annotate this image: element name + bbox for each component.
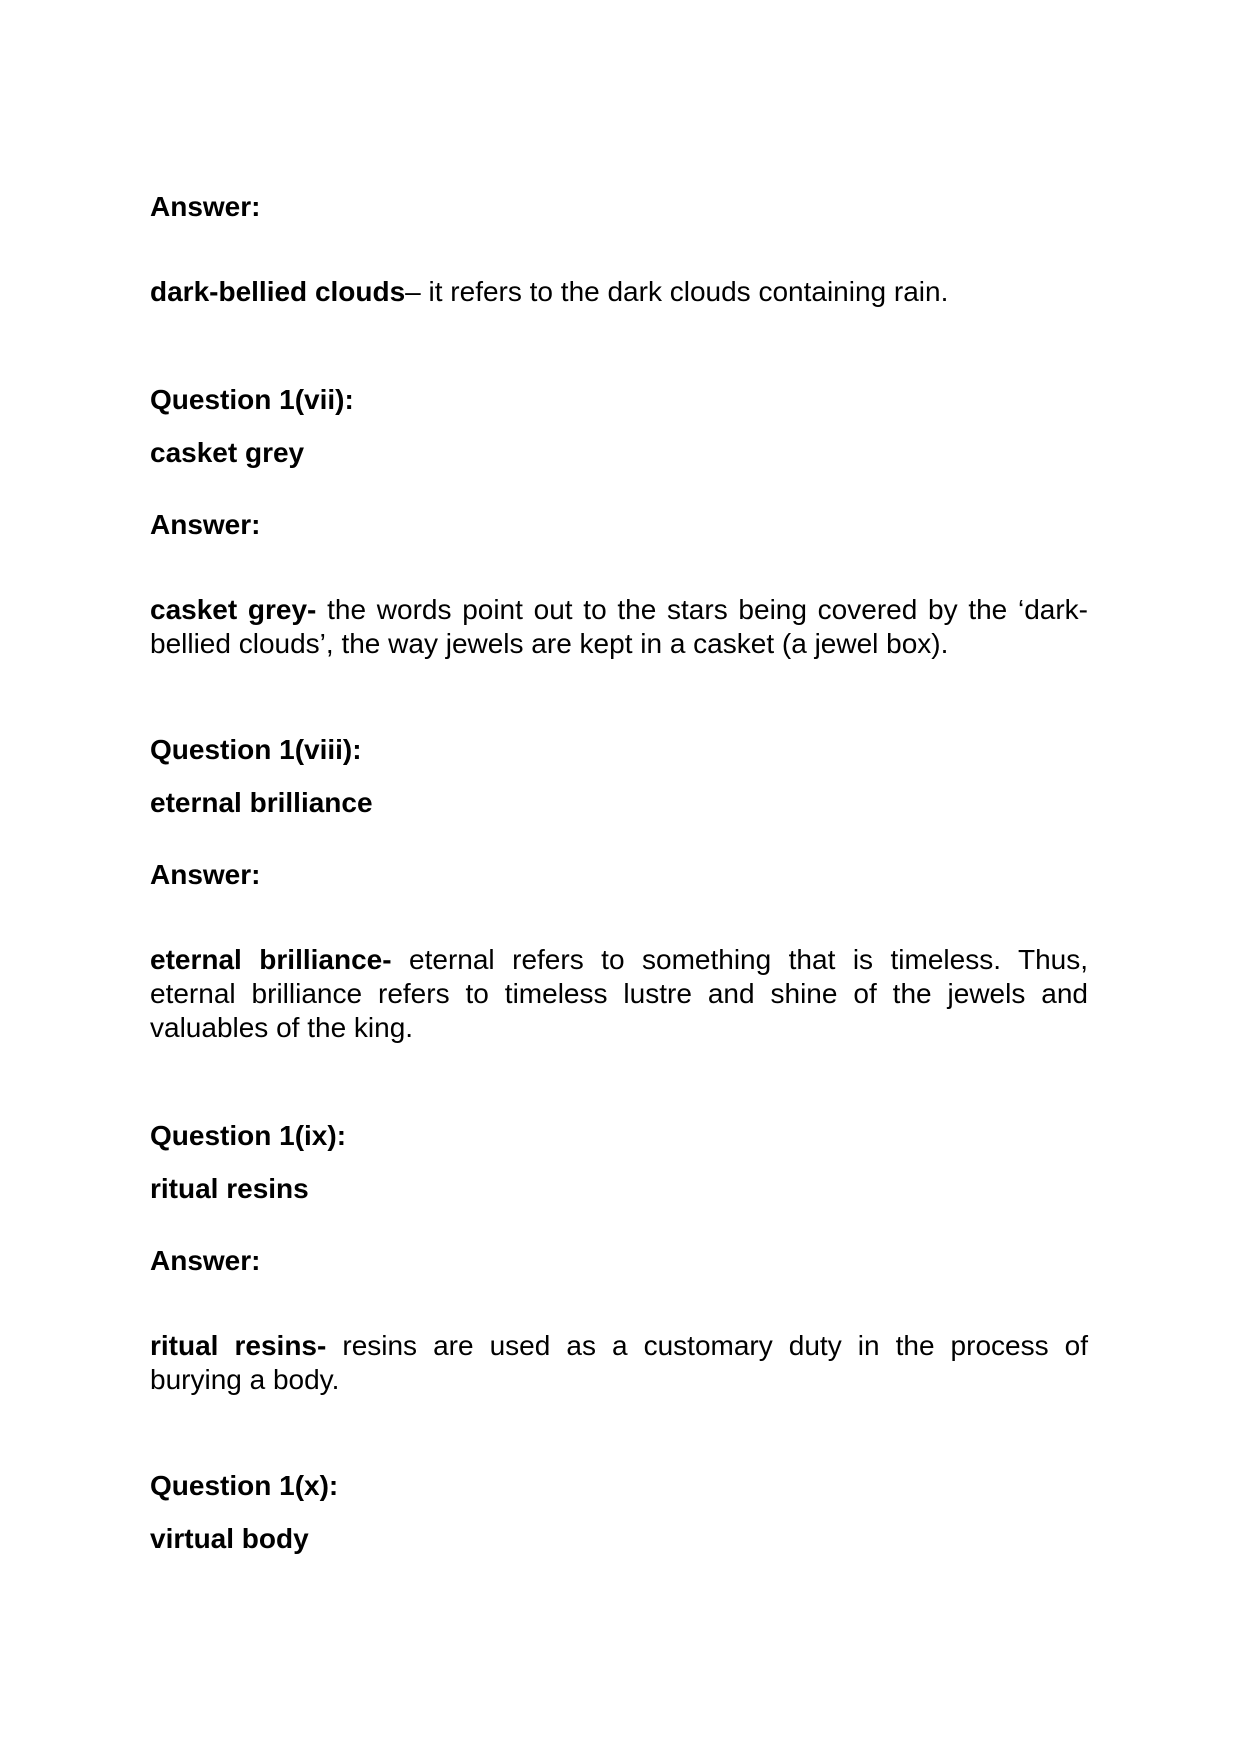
question-heading: Question 1(x): [150,1470,339,1501]
answer-term: dark-bellied clouds [150,276,406,307]
answer-paragraph [150,275,948,309]
question-heading: Question 1(ix): [150,1120,347,1151]
answer-label: Answer: [150,509,261,540]
question-heading: Question 1(viii): [150,734,362,765]
answer-paragraph [150,943,1088,1045]
question-term: ritual resins [150,1173,309,1204]
question-term: casket grey [150,437,305,468]
answer-paragraph [150,1329,1088,1397]
answer-text: eternal refers to something that is timeless. Thus, eternal brilliance refers to timeless lustre and shine of the jewels and valuables of the king. [150,944,1088,1043]
question-heading: Question 1(vii): [150,384,354,415]
question-term: virtual body [150,1523,309,1554]
answer-label: Answer: [150,191,261,222]
answer-text: resins are used as a customary duty in the process of burying a body. [150,1330,1088,1395]
answer-term: eternal brilliance- [150,944,392,975]
answer-text: – it refers to the dark clouds containing rain. [405,276,949,307]
answer-text: the words point out to the stars being covered by the ‘dark-bellied clouds’, the way jewels are kept in a casket (a jewel box). [150,594,1088,659]
answer-label: Answer: [150,1245,261,1276]
answer-term: ritual resins- [150,1330,327,1361]
question-term: eternal brilliance [150,787,373,818]
answer-paragraph [150,593,1088,661]
answer-label: Answer: [150,859,261,890]
answer-term: casket grey- [150,594,317,625]
